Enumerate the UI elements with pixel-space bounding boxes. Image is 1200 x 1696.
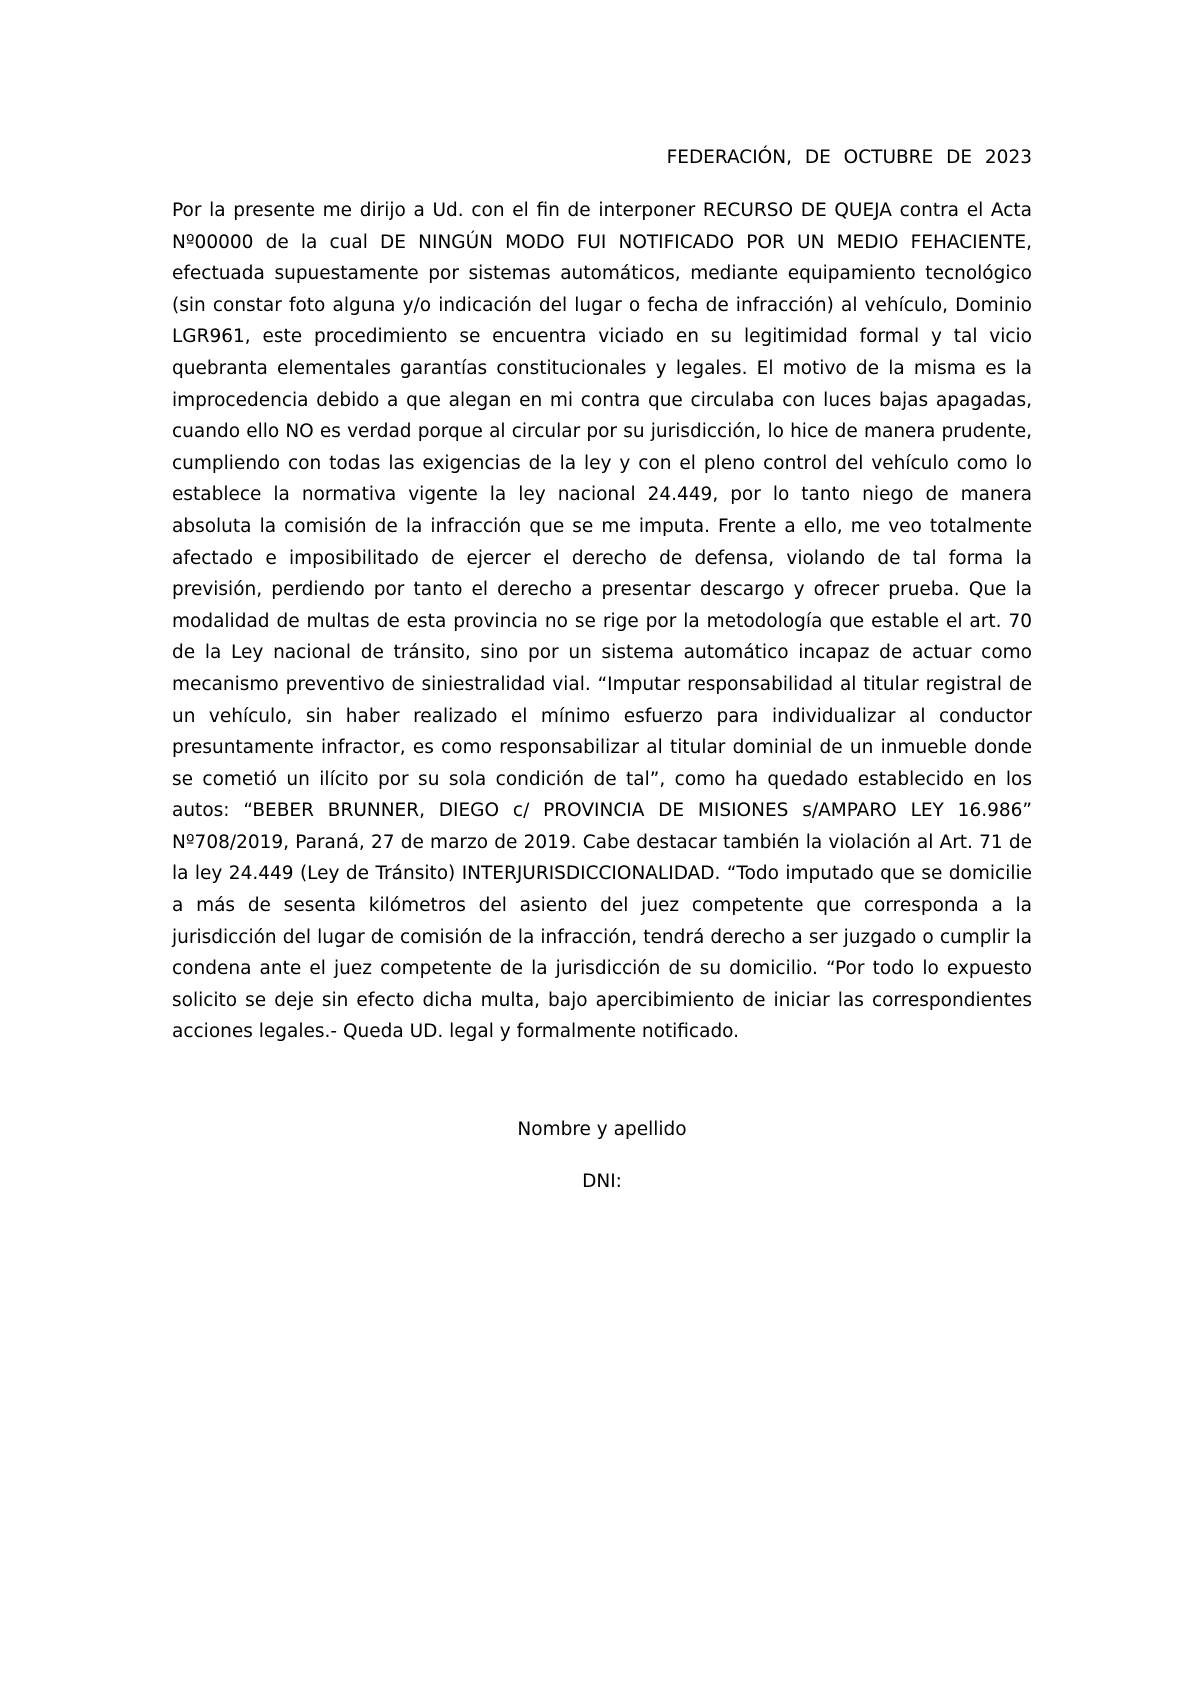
letter-dateline: FEDERACIÓN, DE OCTUBRE DE 2023	[666, 147, 1032, 168]
signature-name-label: Nombre y apellido	[517, 1119, 687, 1140]
signature-id-label: DNI:	[582, 1171, 622, 1192]
letter-body-paragraph: Por la presente me dirijo a Ud. con el fin de interponer RECURSO DE QUEJA contra el Acta Nº00000 de la cual DE NINGÚN MODO FUI NOTIFICADO POR UN MEDIO FEHACIENTE, efectuada supuestamente por sistemas automáticos, mediante equipamiento tecnológico (sin constar foto alguna y/o indicación del lugar o fecha de infracción) al vehículo, Dominio LGR961, este procedimiento se encuentra viciado en su legitimidad formal y tal vicio quebranta elementales garantías constitucionales y legales. El motivo de la misma es la improcedencia debido a que alegan en mi contra que circulaba con luces bajas apagadas, cuando ello NO es verdad porque al circular por su jurisdicción, lo hice de manera prudente, cumpliendo con todas las exigencias de la ley y con el pleno control del vehículo como lo establece la normativa vigente la ley nacional 24.449, por lo tanto niego de manera absoluta la comisión de la infracción que se me imputa. Frente a ello, me veo totalmente afectado e imposibilitado de ejercer el derecho de defensa, violando de tal forma la previsión, perdiendo por tanto el derecho a presentar descargo y ofrecer prueba. Que la modalidad de multas de esta provincia no se rige por la metodología que estable el art. 70 de la Ley nacional de tránsito, sino por un sistema automático incapaz de actuar como mecanismo preventivo de siniestralidad vial. “Imputar responsabilidad al titular registral de un vehículo, sin haber realizado el mínimo esfuerzo para individualizar al conductor presuntamente infractor, es como responsabilizar al titular dominial de un inmueble donde se cometió un ilícito por su sola condición de tal”, como ha quedado establecido en los autos: “BEBER BRUNNER, DIEGO c/ PROVINCIA DE MISIONES s/AMPARO LEY 16.986” Nº708/2019, Paraná, 27 de marzo de 2019. Cabe destacar también la violación al Art. 71 de la ley 24.449 (Ley de Tránsito) INTERJURISDICCIONALIDAD. “Todo imputado que se domicilie a más de sesenta kilómetros del asiento del juez competente que corresponda a la jurisdicción del lugar de comisión de la infracción, tendrá derecho a ser juzgado o cumplir la condena ante el juez competente de la jurisdicción de su domicilio. “Por todo lo expuesto solicito se deje sin efecto dicha multa, bajo apercibimiento de iniciar las correspondientes acciones legales.- Queda UD. legal y formalmente notificado.	[172, 200, 1032, 1043]
